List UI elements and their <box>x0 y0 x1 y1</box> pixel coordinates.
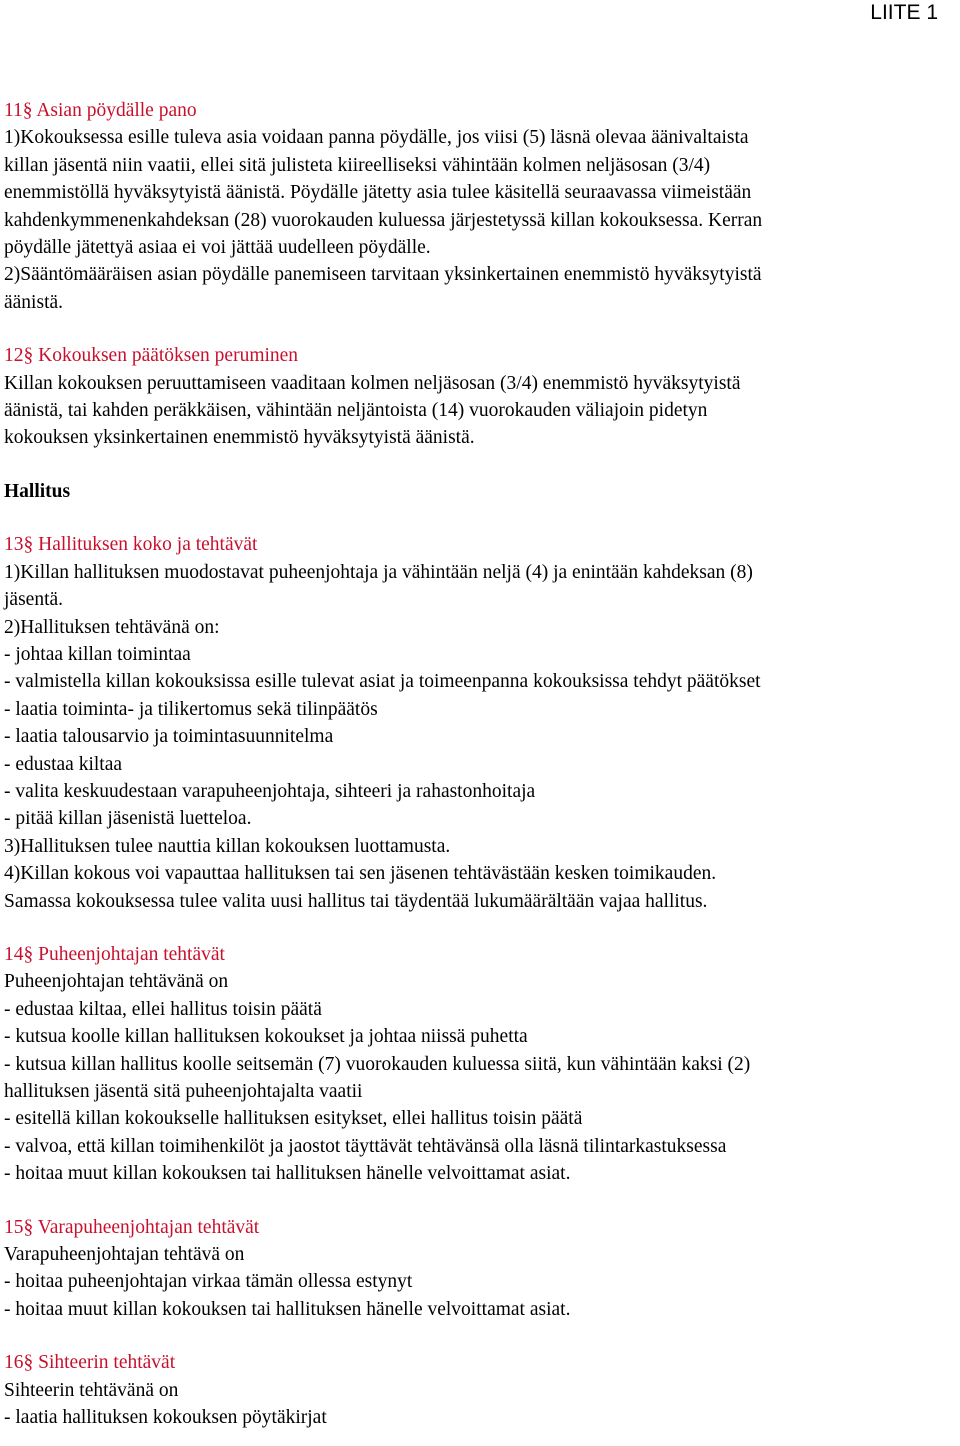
list-item: - esitellä killan kokoukselle hallituksen esitykset, ellei hallitus toisin päätä <box>4 1108 583 1130</box>
text-line: 1)Kokouksessa esille tuleva asia voidaan panna pöydälle, jos viisi (5) läsnä olevaa äänivaltaista <box>4 127 749 149</box>
list-item: - hoitaa muut killan kokouksen tai hallituksen hänelle velvoittamat asiat. <box>4 1163 571 1185</box>
text-line: pöydälle jätettyä asiaa ei voi jättää uudelleen pöydälle. <box>4 237 431 259</box>
chapter-heading: Hallitus <box>4 480 71 502</box>
text-line: äänistä. <box>4 291 64 313</box>
list-item: - laatia talousarvio ja toimintasuunnitelma <box>4 726 334 748</box>
section-title: 13§ Hallituksen koko ja tehtävät <box>4 534 258 556</box>
appendix-label: LIITE 1 <box>870 1 938 24</box>
section-title: 11§ Asian pöydälle pano <box>4 100 197 121</box>
list-item: - valvoa, että killan toimihenkilöt ja jaostot täyttävät tehtävänsä olla läsnä tilintarkastuksessa <box>4 1135 727 1157</box>
list-item: hallituksen jäsentä sitä puheenjohtajalta vaatii <box>4 1081 363 1102</box>
section-title: 12§ Kokouksen päätöksen peruminen <box>4 345 299 367</box>
list-item: - edustaa kiltaa, ellei hallitus toisin päätä <box>4 998 322 1020</box>
section-11 <box>4 97 949 316</box>
section-15 <box>4 1214 949 1324</box>
list-item: - hoitaa puheenjohtajan virkaa tämän ollessa estynyt <box>4 1271 413 1293</box>
text-line: 2)Sääntömääräisen asian pöydälle panemiseen tarvitaan yksinkertainen enemmistö hyväksytyistä <box>4 264 762 286</box>
text-line: kahdenkymmenenkahdeksan (28) vuorokauden kuluessa järjestetyssä killan kokouksessa. Kerran <box>4 209 763 231</box>
text-line: jäsentä. <box>4 589 64 611</box>
text-line: kokouksen yksinkertainen enemmistö hyväksytyistä äänistä. <box>4 427 475 449</box>
list-item: - pitää killan jäsenistä luetteloa. <box>4 808 252 830</box>
list-item: - hoitaa muut killan kokouksen tai hallituksen hänelle velvoittamat asiat. <box>4 1298 571 1320</box>
section-title: 15§ Varapuheenjohtajan tehtävät <box>4 1216 260 1238</box>
section-13 <box>4 531 949 915</box>
text-line: 3)Hallituksen tulee nauttia killan kokouksen luottamusta. <box>4 835 451 857</box>
section-16 <box>4 1349 949 1431</box>
text-line: 2)Hallituksen tehtävänä on: <box>4 616 220 638</box>
text-line: Samassa kokouksessa tulee valita uusi hallitus tai täydentää lukumäärältään vajaa hallitus. <box>4 890 708 912</box>
text-line: Killan kokouksen peruuttamiseen vaaditaan kolmen neljäsosan (3/4) enemmistö hyväksytyistä <box>4 372 741 394</box>
text-line: äänistä, tai kahden peräkkäisen, vähintään neljäntoista (14) vuorokauden väliajoin pidetyn <box>4 400 708 422</box>
list-item: - edustaa kiltaa <box>4 753 123 775</box>
section-title: 16§ Sihteerin tehtävät <box>4 1352 176 1374</box>
list-item: - johtaa killan toimintaa <box>4 643 191 665</box>
document-body <box>4 97 949 1431</box>
section-title: 14§ Puheenjohtajan tehtävät <box>4 943 225 965</box>
list-item: - laatia toiminta- ja tilikertomus sekä tilinpäätös <box>4 698 378 720</box>
text-line: Sihteerin tehtävänä on <box>4 1379 179 1401</box>
list-item: - valmistella killan kokouksissa esille tulevat asiat ja toimeenpanna kokouksissa tehdyt päätökset <box>4 671 761 693</box>
list-item: - laatia hallituksen kokouksen pöytäkirjat <box>4 1407 327 1429</box>
list-item: - valita keskuudestaan varapuheenjohtaja, sihteeri ja rahastonhoitaja <box>4 780 536 802</box>
section-12 <box>4 342 949 452</box>
text-line: enemmistöllä hyväksytyistä äänistä. Pöydälle jätetty asia tulee käsitellä seuraavassa viimeistään <box>4 182 752 204</box>
text-line: killan jäsentä niin vaatii, ellei sitä julisteta kiireelliseksi vähintään kolmen neljäsosan (3/4) <box>4 154 711 176</box>
text-line: 1)Killan hallituksen muodostavat puheenjohtaja ja vähintään neljä (4) ja enintään kahdeksan (8) <box>4 561 753 583</box>
text-line: Varapuheenjohtajan tehtävä on <box>4 1244 245 1266</box>
list-item: - kutsua killan hallitus koolle seitsemän (7) vuorokauden kuluessa siitä, kun vähintään kaksi (2) <box>4 1053 751 1075</box>
text-line: 4)Killan kokous voi vapauttaa hallituksen tai sen jäsenen tehtävästään kesken toimikauden. <box>4 863 717 885</box>
section-14 <box>4 941 949 1188</box>
list-item: - kutsua koolle killan hallituksen kokoukset ja johtaa niissä puhetta <box>4 1026 528 1048</box>
text-line: Puheenjohtajan tehtävänä on <box>4 971 229 993</box>
